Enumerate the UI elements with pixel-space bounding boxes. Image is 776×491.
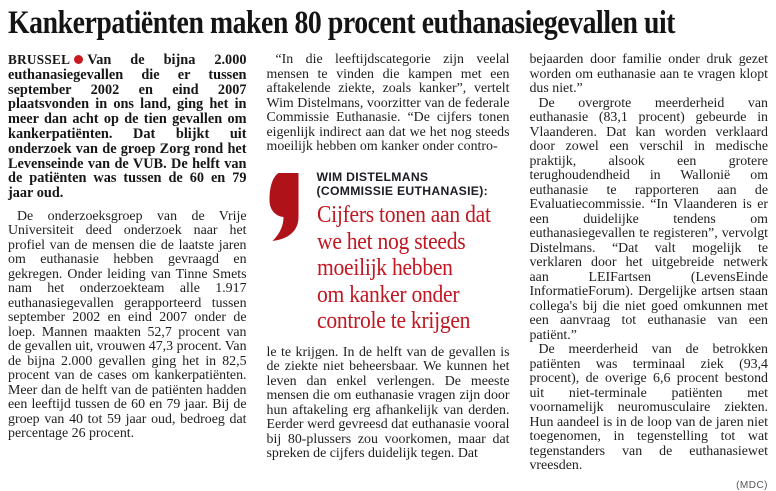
pull-quote-attribution-role: (COMMISSIE EUTHANASIE):	[316, 184, 488, 199]
article-column-1	[8, 53, 247, 491]
pull-quote-text	[317, 202, 491, 335]
pull-quote	[267, 170, 510, 335]
article-column-3	[529, 53, 768, 491]
quote-mark-icon	[267, 173, 300, 241]
body-paragraph-flanders: De overgrote meerderheid van euthanasie (83,1 procent) gebeurde in Vlaanderen. Dat kan worden verklaard door zowel een verschil in medische praktijk, alsook een grotere terughoudendheid in Wallonië om euthanasie te rapporteren aan de Evaluatiecommissie. “In Vlaanderen is er een duidelijke tendens om euthanasiegevallen te registeren”, vervolgt Distelmans. “Dat valt mogelijk te verklaren door het uitgebreide netwerk aan LEIFartsen (LevensEinde InformatieForum). Dergelijke artsen staan collega's bij die niet goed omkunnen met een aanvraag tot euthanasie van een patiënt.”	[529, 95, 768, 343]
lead-paragraph	[8, 53, 247, 201]
headline: Kankerpatiënten maken 80 procent euthanasiegevallen uit	[8, 5, 676, 41]
dateline: BRUSSEL	[8, 52, 71, 67]
byline: (MDC)	[736, 479, 768, 491]
pull-quote-line: controle te krijgen	[316, 308, 470, 335]
body-paragraph-terminal: De meerderheid van de betrokken patiënten was terminaal ziek (93,4 procent), de overige 6,6 procent bestond uit niet-terminale patiënten met voornamelijk neuromusculaire ziekten. Hun aandeel is in de loop van de jaren niet toegenomen, in tegenstelling tot wat tegenstanders van de euthanasiewet vreesden.	[529, 342, 768, 473]
body-paragraph-research: De onderzoeksgroep van de Vrije Universiteit deed onderzoek naar het profiel van de mensen die de laatste jaren om euthanasie hebben gevraagd en gekregen. Onder leiding van Tinne Smets nam het onderzoekteam alle 1.917 euthanasiegevallen gerapporteerd tussen september 2002 en eind 2007 onder de loep. Mannen maakten 52,7 procent van de gevallen uit, vrouwen 47,3 procent. Van de bijna 2.000 gevallen ging het in 82,5 procent van de cases om kankerpatiënten. Meer dan de helft van de patiënten hadden een leeftijd tussen de 60 en 79 jaar. Bij de groep van 40 tot 59 jaar oud, bedroeg dat percentage 26 procent.	[8, 208, 247, 442]
pull-quote-attribution-name: WIM DISTELMANS	[316, 169, 429, 184]
pull-quote-attribution	[317, 170, 510, 200]
body-paragraph-quote-continuation: le te krijgen. In de helft van de gevallen is de ziekte niet beheersbaar. We kunnen het leven dan enkel verlengen. De meeste mensen die om euthanasie vragen zijn door hun aftakeling erg afhankelijk van derden. Eerder werd gevreesd dat euthanasie vooral bij 80-plussers zou voorkomen, maar dat spreken de cijfers duidelijk tegen. Dat	[266, 344, 510, 462]
pull-quote-line: moeilijk hebben	[316, 255, 453, 282]
article-column-2	[267, 53, 510, 491]
pull-quote-line: Cijfers tonen aan dat	[316, 202, 491, 229]
pull-quote-line: we het nog steeds	[316, 228, 465, 255]
body-paragraph-elderly: bejaarden door familie onder druk gezet worden om euthanasie aan te vragen klopt dus niet.”	[529, 52, 768, 96]
lead-text: Van de bijna 2.000 euthanasiegevallen die er tussen september 2002 en eind 2007 plaatsvonden in ons land, ging het in meer dan acht op de tien gevallen om kankerpatiënten. Dat blijkt uit onderzoek van de groep Zorg rond het Levenseinde van de VUB. De helft van de patiënten was tussen de 60 en 79 jaar oud.	[8, 52, 247, 202]
body-paragraph-quote-intro: “In die leeftijdscategorie zijn veelal mensen te vinden die kampen met een aftakelende ziekte, zoals kanker”, vertelt Wim Distelmans, voorzitter van de federale Commissie Euthanasie. “De cijfers tonen eigenlijk indirect aan dat we het nog steeds moeilijk hebben om kanker onder contro-	[266, 52, 510, 154]
article-columns	[8, 52, 768, 491]
red-bullet-icon	[74, 55, 83, 64]
pull-quote-line: om kanker onder	[316, 281, 459, 308]
